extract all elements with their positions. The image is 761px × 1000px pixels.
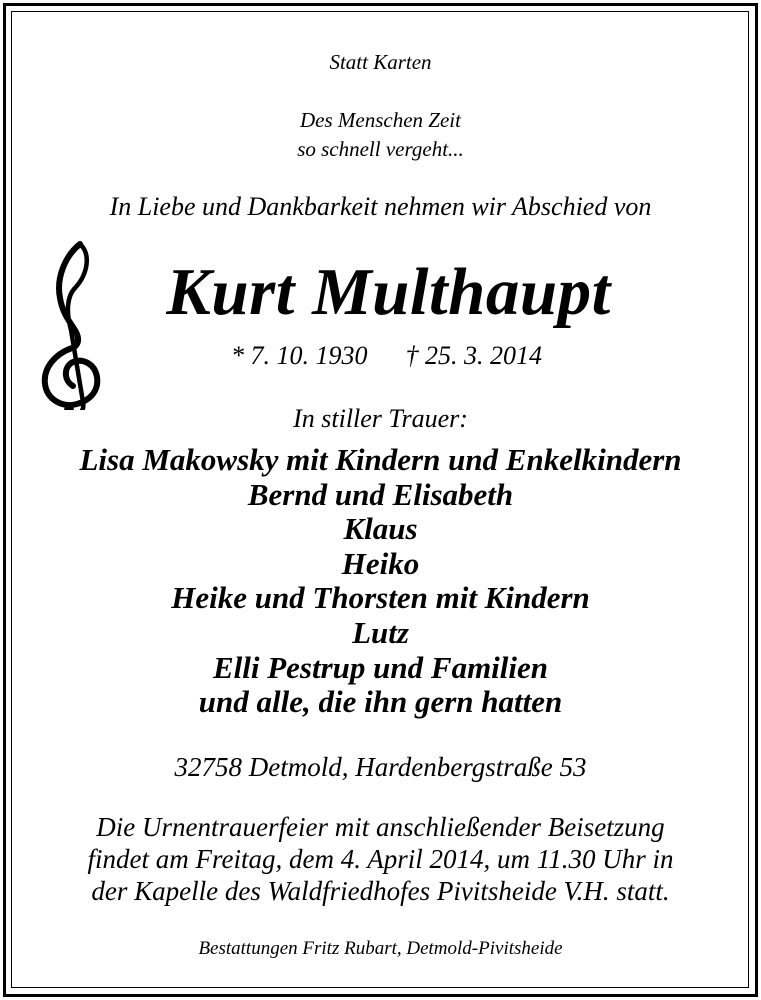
mourner-name: Bernd und Elisabeth — [247, 477, 514, 512]
mourner-name: Heike und Thorsten mit Kindern — [171, 580, 590, 615]
mourner-name: und alle, die ihn gern hatten — [198, 684, 563, 719]
birth-date: * 7. 10. 1930 — [231, 341, 368, 370]
funeral-home: Bestattungen Fritz Rubart, Detmold-Pivitsheide — [198, 938, 563, 959]
mourners-heading: In stiller Trauer: — [293, 404, 468, 433]
mourner-name: Heiko — [341, 546, 420, 581]
mourner-name: Klaus — [343, 511, 418, 546]
statt-karten: Statt Karten — [329, 50, 432, 74]
address: 32758 Detmold, Hardenbergstraße 53 — [174, 752, 587, 782]
verse-line-1: Des Menschen Zeit — [300, 108, 461, 132]
ceremony-line-2: findet am Freitag, dem 4. April 2014, um 11.30 Uhr in — [87, 844, 674, 874]
mourner-name: Elli Pestrup und Familien — [212, 650, 549, 685]
death-date: † 25. 3. 2014 — [405, 341, 542, 370]
ceremony-line-1: Die Urnentrauerfeier mit anschließender Beisetzung — [96, 812, 665, 842]
ceremony-line-3: der Kapelle des Waldfriedhofes Pivitsheide V.H. statt. — [91, 876, 670, 906]
mourner-name: Lutz — [352, 615, 409, 650]
verse-line-2: so schnell vergeht... — [297, 137, 464, 161]
deceased-name: Kurt Multhaupt — [166, 255, 611, 329]
life-dates — [6, 341, 761, 371]
intro-text: In Liebe und Dankbarkeit nehmen wir Abschied von — [109, 192, 652, 221]
mourner-name: Lisa Makowsky mit Kindern und Enkelkindern — [79, 442, 682, 477]
